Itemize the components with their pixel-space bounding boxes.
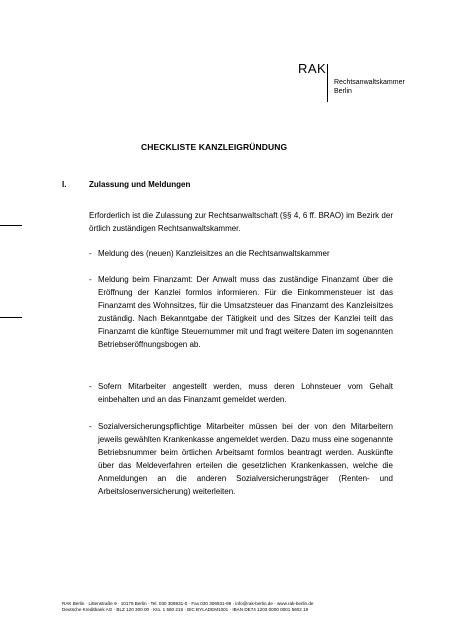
logo-city: Berlin	[334, 88, 352, 95]
logo-mark: RAK	[298, 61, 327, 76]
list-dash: -	[89, 249, 92, 258]
list-dash: -	[89, 422, 92, 431]
footer-address-line: RAK Berlin · Littenstraße 9 · 10179 Berlin · Tel. 030 306931-0 · Fax 030 306931-99 · info@rak-berlin.de · www.rak-berlin.de	[62, 601, 314, 606]
punch-mark	[0, 317, 22, 318]
list-item	[89, 247, 393, 260]
rak-logo	[298, 62, 428, 102]
logo-org-name: Rechtsanwaltskammer	[334, 79, 405, 86]
list-item-text: Sofern Mitarbeiter angestellt werden, muss deren Lohnsteuer vom Gehalt einbehalten und an das Finanzamt gemeldet werden.	[98, 382, 393, 405]
footer-bank-line: Deutsche Kreditbank AG · BLZ 120 300 00 · Kto. 1 560 219 · BIC BYLADEM1001 · IBAN DE74 1203 0000 0001 5602 19	[62, 607, 309, 612]
list-item	[89, 420, 393, 499]
list-item	[89, 380, 393, 406]
section-heading	[62, 180, 190, 189]
document-title: CHECKLISTE KANZLEIGRÜNDUNG	[141, 142, 288, 152]
list-dash: -	[89, 275, 92, 284]
list-item-text: Meldung beim Finanzamt: Der Anwalt muss das zuständige Finanzamt über die Eröffnung der Kanzlei formlos informieren. Für die Einkommensteuer ist das Finanzamt des Wohnsitzes, für die Umsatzsteuer das Finanzamt des Kanzleisitzes zuständig. Nach Bekanntgabe der Tätigkeit und des Sitzes der Kanzlei teilt das Finanzamt die künftige Steuernummer mit und fragt weitere Daten im sogenannten Betriebseröffnungsbogen ab.	[98, 275, 393, 350]
fold-mark	[0, 225, 22, 226]
intro-paragraph: Erforderlich ist die Zulassung zur Rechtsanwaltschaft (§§ 4, 6 ff. BRAO) im Bezirk der örtlich zuständigen Rechtsanwaltskammer.	[89, 211, 393, 234]
section-title: Zulassung und Meldungen	[89, 180, 191, 189]
list-dash: -	[89, 382, 92, 391]
list-item-text: Meldung des (neuen) Kanzleisitzes an die Rechtsanwaltskammer	[98, 249, 330, 258]
logo-divider	[327, 64, 328, 102]
section-number: I.	[62, 180, 67, 189]
page-footer	[62, 601, 314, 613]
list-item-text: Sozialversicherungspflichtige Mitarbeiter müssen bei der von den Mitarbeitern jeweils gewählten Krankenkasse angemeldet werden. Dazu muss eine sogenannte Betriebsnummer beim örtlichen Arbeitsamt formlos beantragt werden. Auskünfte über das Meldeverfahren erteilen die gesetzlichen Krankenkassen, welche die Anmeldungen an die anderen Sozialversicherungsträger (Renten- und Arbeitslosenversicherung) weiterleiten.	[98, 422, 393, 497]
list-item	[89, 273, 393, 352]
